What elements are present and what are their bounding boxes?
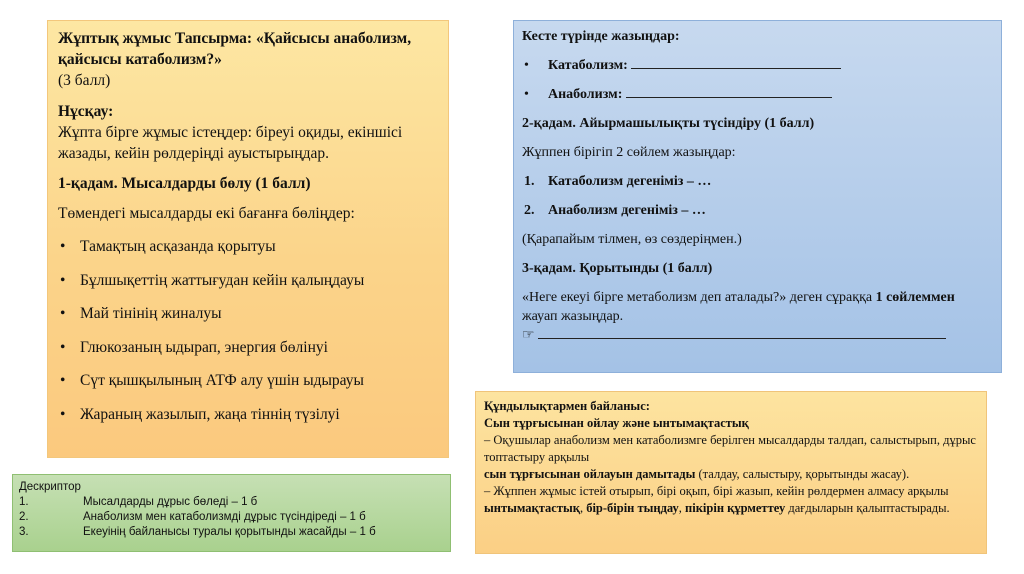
definition-item-2 xyxy=(522,201,993,220)
values-heading: Құндылықтармен байланыс: xyxy=(484,399,650,413)
values-line-3: – Жұппен жұмыс істей отырып, бірі оқып, бірі жазып, кейін рөлдермен алмасу арқылы xyxy=(484,484,949,498)
descriptor-item xyxy=(19,495,444,510)
task-title: Жұптық жұмыс Тапсырма: «Қайсысы анаболизм, қайсысы катаболизм?» xyxy=(58,30,412,68)
examples-list xyxy=(58,236,438,425)
instruction-text: Жұпта бірге жұмыс істеңдер: біреуі оқиды, екіншісі жазады, кейін рөлдеріңді ауыстырыңдар. xyxy=(58,124,403,162)
step1-heading: 1-қадам. Мысалдарды бөлу (1 балл) xyxy=(58,175,311,192)
step3-post: жауап жазыңдар. xyxy=(522,309,624,324)
step1-text: Төмендегі мысалдарды екі бағанға бөліңдер: xyxy=(58,205,355,222)
anabolism-row xyxy=(522,85,993,104)
pointing-hand-icon: ☞ xyxy=(522,328,535,343)
step3-pre: «Неге екеуі бірге метаболизм деп аталады?» деген сұраққа xyxy=(522,290,873,305)
step2-text: Жұппен бірігіп 2 сөйлем жазыңдар: xyxy=(522,145,736,160)
values-line-2-rest: (талдау, салыстыру, қорытынды жасау). xyxy=(698,467,910,481)
anabolism-answer-line xyxy=(626,85,832,98)
values-line-4-rest: дағдыларын қалыптастырады. xyxy=(788,501,950,515)
instruction-label: Нұсқау: xyxy=(58,103,114,120)
definition-text: Катаболизм дегеніміз – … xyxy=(548,174,712,189)
values-subheading: Сын тұрғысынан ойлау және ынтымақтастық xyxy=(484,416,749,430)
critical-thinking-bold: сын тұрғысынан ойлауын дамытады xyxy=(484,467,696,481)
descriptor-text: Мысалдарды дұрыс бөледі – 1 б xyxy=(83,496,258,508)
list-item: • Сүт қышқылының АТФ алу үшін ыдырауы xyxy=(58,370,438,391)
answer-line xyxy=(538,326,946,339)
list-item: • Май тінінің жиналуы xyxy=(58,303,438,324)
definition-text: Анаболизм дегеніміз – … xyxy=(548,203,706,218)
catabolism-label: Катаболизм: xyxy=(548,58,628,73)
step3-heading: 3-қадам. Қорытынды (1 балл) xyxy=(522,261,713,276)
item-number: 3. xyxy=(19,526,29,538)
catabolism-row xyxy=(522,56,993,75)
list-item: • Тамақтың асқазанда қорытуы xyxy=(58,236,438,257)
values-line-1: – Оқушылар анаболизм мен катаболизмге берілген мысалдарды талдап, салыстырып, дұрыс топтастыру арқылы xyxy=(484,433,976,464)
item-number: 1. xyxy=(19,496,29,508)
list-item: • Глюкозаның ыдырап, энергия бөлінуі xyxy=(58,337,438,358)
values-panel xyxy=(475,391,987,554)
listening-bold: бір-бірін тыңдау xyxy=(586,501,679,515)
note-text: (Қарапайым тілмен, өз сөздеріңмен.) xyxy=(522,232,742,247)
descriptor-panel xyxy=(12,474,451,552)
step3-bold: 1 сөйлеммен xyxy=(875,290,955,305)
descriptor-item xyxy=(19,525,444,540)
definition-item-1 xyxy=(522,172,993,191)
descriptor-text: Екеуінің байланысы туралы қорытынды жасайды – 1 б xyxy=(83,526,376,538)
descriptor-title: Дескриптор xyxy=(19,481,81,493)
item-number: 2. xyxy=(524,203,535,218)
step2-heading: 2-қадам. Айырмашылықты түсіндіру (1 балл) xyxy=(522,116,815,131)
catabolism-answer-line xyxy=(631,56,841,69)
task-points: (3 балл) xyxy=(58,72,111,89)
item-number: 2. xyxy=(19,511,29,523)
collaboration-bold: ынтымақтастық xyxy=(484,501,580,515)
table-panel xyxy=(513,20,1002,373)
answer-row xyxy=(522,326,993,345)
separator: , xyxy=(678,501,682,515)
list-item: • Бұлшықеттің жаттығудан кейін қалыңдауы xyxy=(58,270,438,291)
separator: , xyxy=(579,501,584,515)
table-heading: Кесте түрінде жазыңдар: xyxy=(522,29,680,44)
item-number: 1. xyxy=(524,174,535,189)
task-panel xyxy=(47,20,449,458)
respect-bold: пікірін құрметтеу xyxy=(685,501,786,515)
list-item: • Жараның жазылып, жаңа тіннің түзілуі xyxy=(58,404,438,425)
anabolism-label: Анаболизм: xyxy=(548,87,623,102)
step3-text xyxy=(522,288,993,326)
descriptor-item xyxy=(19,510,444,525)
descriptor-text: Анаболизм мен катаболизмді дұрыс түсіндіреді – 1 б xyxy=(83,511,366,523)
values-line-2 xyxy=(484,466,978,483)
values-line-4 xyxy=(484,500,978,517)
